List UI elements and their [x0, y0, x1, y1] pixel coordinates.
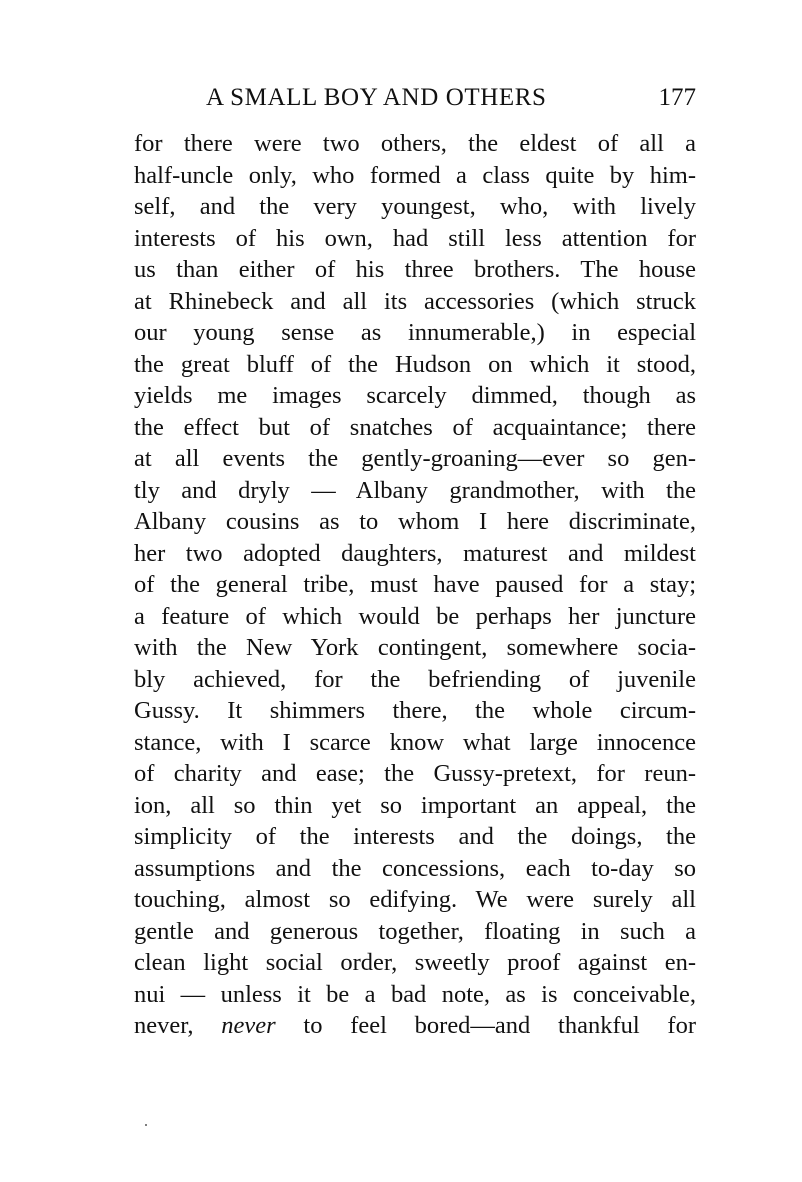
text-line: yields me images scarcely dimmed, though as — [134, 382, 696, 409]
text-line: us than either of his three brothers. The house — [134, 256, 696, 283]
text-line: interests of his own, had still less attention for — [134, 224, 696, 252]
text-line: a feature of which would be perhaps her juncture — [134, 602, 696, 630]
page-number: 177 — [658, 84, 696, 111]
text-line: clean light social order, sweetly proof against en- — [134, 949, 696, 976]
last-line-end: to feel bored—and thankful for — [275, 1012, 696, 1039]
text-line: bly achieved, for the befriending of juvenile — [134, 665, 696, 693]
text-line: nui — unless it be a bad note, as is conceivable, — [134, 980, 696, 1008]
running-head — [134, 80, 696, 116]
text-line: the effect but of snatches of acquaintance; there — [134, 413, 696, 441]
last-line-start: never, — [134, 1012, 222, 1039]
text-line: at all events the gently-groaning—ever so gen- — [134, 445, 696, 472]
text-line: gentle and generous together, floating in such a — [134, 917, 696, 945]
text-line: Gussy. It shimmers there, the whole circum- — [134, 697, 696, 724]
text-line: stance, with I scarce know what large innocence — [134, 728, 696, 756]
text-line: for there were two others, the eldest of all a — [134, 130, 696, 157]
running-title: A SMALL BOY AND OTHERS — [206, 84, 547, 111]
text-line: tly and dryly — Albany grandmother, with the — [134, 476, 696, 504]
text-line: of charity and ease; the Gussy-pretext, for reun- — [134, 760, 696, 787]
body-text — [134, 128, 696, 1042]
text-line: touching, almost so edifying. We were surely all — [134, 886, 696, 913]
text-line: at Rhinebeck and all its accessories (which struck — [134, 287, 696, 315]
text-line-last — [134, 1010, 696, 1042]
text-line: with the New York contingent, somewhere socia- — [134, 634, 696, 661]
text-line: the great bluff of the Hudson on which it stood, — [134, 350, 696, 378]
text-line: ion, all so thin yet so important an appeal, the — [134, 791, 696, 819]
text-line: of the general tribe, must have paused for a stay; — [134, 571, 696, 598]
emphasis-never: never — [221, 1012, 276, 1039]
text-line: half-uncle only, who formed a class quite by him- — [134, 161, 696, 189]
text-line: Albany cousins as to whom I here discriminate, — [134, 508, 696, 535]
text-line: her two adopted daughters, maturest and mildest — [134, 539, 696, 567]
print-speck — [145, 1124, 147, 1126]
text-line: self, and the very youngest, who, with lively — [134, 193, 696, 220]
text-line: simplicity of the interests and the doings, the — [134, 823, 696, 850]
text-line: assumptions and the concessions, each to-day so — [134, 854, 696, 882]
text-line: our young sense as innumerable,) in especial — [134, 319, 696, 346]
